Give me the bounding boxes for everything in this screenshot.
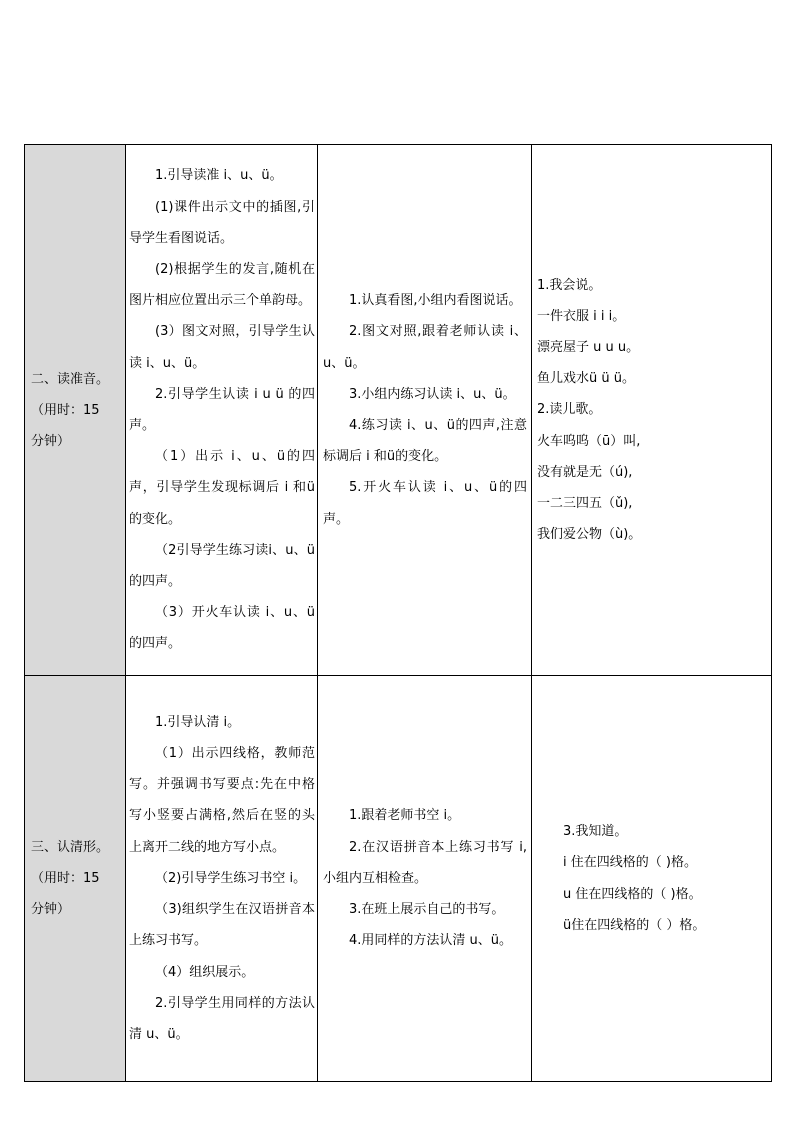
student-step: 3.小组内练习认读 i、u、ü。 xyxy=(349,386,516,402)
teacher-step: (1)课件出示文中的插图,引导学生看图说话。 xyxy=(129,199,315,246)
exercise-cell xyxy=(532,676,772,1082)
lesson-plan-table xyxy=(24,144,772,1082)
teacher-step: （1）出示四线格，教师范写。并强调书写要点:先在中格写小竖要占满格,然后在竖的头上离开二线的地方写小点。 xyxy=(129,746,315,855)
student-step: 1.认真看图,小组内看图说话。 xyxy=(349,293,522,309)
teacher-step: （3)组织学生在汉语拼音本上练习书写。 xyxy=(129,902,315,949)
exercise-line: 鱼儿戏水ü ü ü。 xyxy=(537,371,635,387)
stage-time: （用时：15 xyxy=(31,871,100,886)
exercise-line: u 住在四线格的（ )格。 xyxy=(563,886,702,902)
teacher-step: （1）出示 i、u、ü的四声，引导学生发现标调后 i 和ü的变化。 xyxy=(129,449,315,527)
stage-name: 二、读准音。 xyxy=(31,371,110,387)
exercise-cell xyxy=(532,145,772,676)
exercise-line: 1.我会说。 xyxy=(537,277,602,293)
exercise-line: 2.读儿歌。 xyxy=(537,402,602,418)
exercise-line: 3.我知道。 xyxy=(563,824,628,840)
teacher-step: 2.引导学生用同样的方法认清 u、ü。 xyxy=(129,995,315,1042)
table-row xyxy=(25,676,772,1082)
table-row xyxy=(25,145,772,676)
teacher-step: （4）组织展示。 xyxy=(155,964,255,980)
student-activity-cell xyxy=(318,145,532,676)
teacher-step: (2)根据学生的发言,随机在图片相应位置出示三个单韵母。 xyxy=(129,261,315,309)
student-step: 3.在班上展示自己的书写。 xyxy=(349,902,505,918)
teacher-step: （2引导学生练习读i、u、ü的四声。 xyxy=(129,542,315,590)
exercise-line: 漂亮屋子 u u u。 xyxy=(537,339,640,355)
exercise-line: 火车呜呜（ū）叫, xyxy=(537,433,641,449)
teacher-step: 2.引导学生认读 i u ü 的四声。 xyxy=(129,386,315,433)
stage-time: （用时：15 xyxy=(31,402,100,418)
teacher-step: (3）图文对照，引导学生认读 i、u、ü。 xyxy=(129,324,315,371)
student-step: 4.练习读 i、u、ü的四声,注意标调后 i 和ü的变化。 xyxy=(323,418,527,465)
stage-time-unit: 分钟） xyxy=(31,902,71,917)
teacher-step: 1.引导认清 i。 xyxy=(155,714,241,730)
stage-cell xyxy=(25,145,126,676)
stage-cell xyxy=(25,676,126,1082)
exercise-line: ü住在四线格的（ ）格。 xyxy=(563,917,706,933)
student-activity-cell xyxy=(318,676,532,1082)
exercise-line: 一件衣服 i i i。 xyxy=(537,308,626,324)
teacher-step: 1.引导读准 i、u、ü。 xyxy=(155,168,283,184)
student-step: 2.在汉语拼音本上练习书写 i,小组内互相检查。 xyxy=(323,839,527,886)
teacher-step: （3）开火车认读 i、u、ü的四声。 xyxy=(129,605,315,652)
exercise-line: 一二三四五（ǔ), xyxy=(537,496,633,511)
exercise-line: i 住在四线格的（ )格。 xyxy=(563,855,697,871)
student-step: 2.图文对照,跟着老师认读 i、u、ü。 xyxy=(323,324,527,371)
exercise-line: 我们爱公物（ù)。 xyxy=(537,527,642,543)
stage-time-unit: 分钟） xyxy=(31,433,71,449)
stage-name: 三、认清形。 xyxy=(31,840,110,855)
teacher-activity-cell xyxy=(126,676,318,1082)
student-step: 4.用同样的方法认清 u、ü。 xyxy=(349,933,513,949)
teacher-activity-cell xyxy=(126,145,318,676)
exercise-line: 没有就是无（ú), xyxy=(537,464,633,480)
student-step: 5.开火车认读 i、u、ü的四声。 xyxy=(323,480,527,527)
student-step: 1.跟着老师书空 i。 xyxy=(349,808,461,824)
teacher-step: （2)引导学生练习书空 i。 xyxy=(155,870,307,886)
